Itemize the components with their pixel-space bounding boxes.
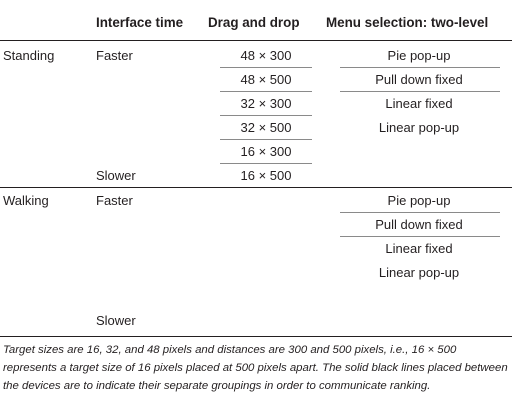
device-label-walking: Walking xyxy=(3,193,49,208)
header-drag-and-drop: Drag and drop xyxy=(208,15,300,30)
time-label-slower: Slower xyxy=(96,168,136,183)
drag-drop-cell: 16 × 500 xyxy=(240,168,292,183)
drag-drop-cell: 48 × 500 xyxy=(240,72,292,87)
menu-selection-cell: Linear pop-up xyxy=(378,120,460,135)
menu-selection-cell: Pie pop-up xyxy=(387,48,451,63)
table-footnote: Target sizes are 16, 32, and 48 pixels and distances are 300 and 500 pixels, i.e., 16 × 500 represents a target size of 16 pixels placed at 500 pixels apart. The solid black lines placed between the devices are to indicate their separate groupings in order to communicate ranking. xyxy=(3,344,508,392)
cell-divider xyxy=(220,115,312,116)
drag-drop-cell: 32 × 500 xyxy=(240,120,292,135)
menu-selection-cell: Pie pop-up xyxy=(387,193,451,208)
time-label-slower: Slower xyxy=(96,313,136,328)
cell-divider xyxy=(220,139,312,140)
drag-drop-cell: 48 × 300 xyxy=(240,48,292,63)
header-menu-selection: Menu selection: two-level xyxy=(326,15,489,30)
cell-divider xyxy=(340,236,500,237)
menu-selection-cell: Linear fixed xyxy=(385,96,453,111)
header-divider xyxy=(0,40,512,41)
header-interface-time: Interface time xyxy=(96,15,184,30)
drag-drop-cell: 32 × 300 xyxy=(240,96,292,111)
cell-divider xyxy=(220,163,312,164)
cell-divider xyxy=(220,91,312,92)
cell-divider xyxy=(340,212,500,213)
time-label-faster: Faster xyxy=(96,193,133,208)
menu-selection-cell: Linear pop-up xyxy=(378,265,460,280)
menu-selection-cell: Linear fixed xyxy=(385,241,453,256)
cell-divider xyxy=(340,67,500,68)
drag-drop-cell: 16 × 300 xyxy=(240,144,292,159)
table-bottom-rule xyxy=(0,336,512,337)
section-divider xyxy=(0,187,512,188)
cell-divider xyxy=(340,91,500,92)
cell-divider xyxy=(220,67,312,68)
menu-selection-cell: Pull down fixed xyxy=(375,217,463,232)
time-label-faster: Faster xyxy=(96,48,133,63)
device-label-standing: Standing xyxy=(3,48,55,63)
menu-selection-cell: Pull down fixed xyxy=(375,72,463,87)
